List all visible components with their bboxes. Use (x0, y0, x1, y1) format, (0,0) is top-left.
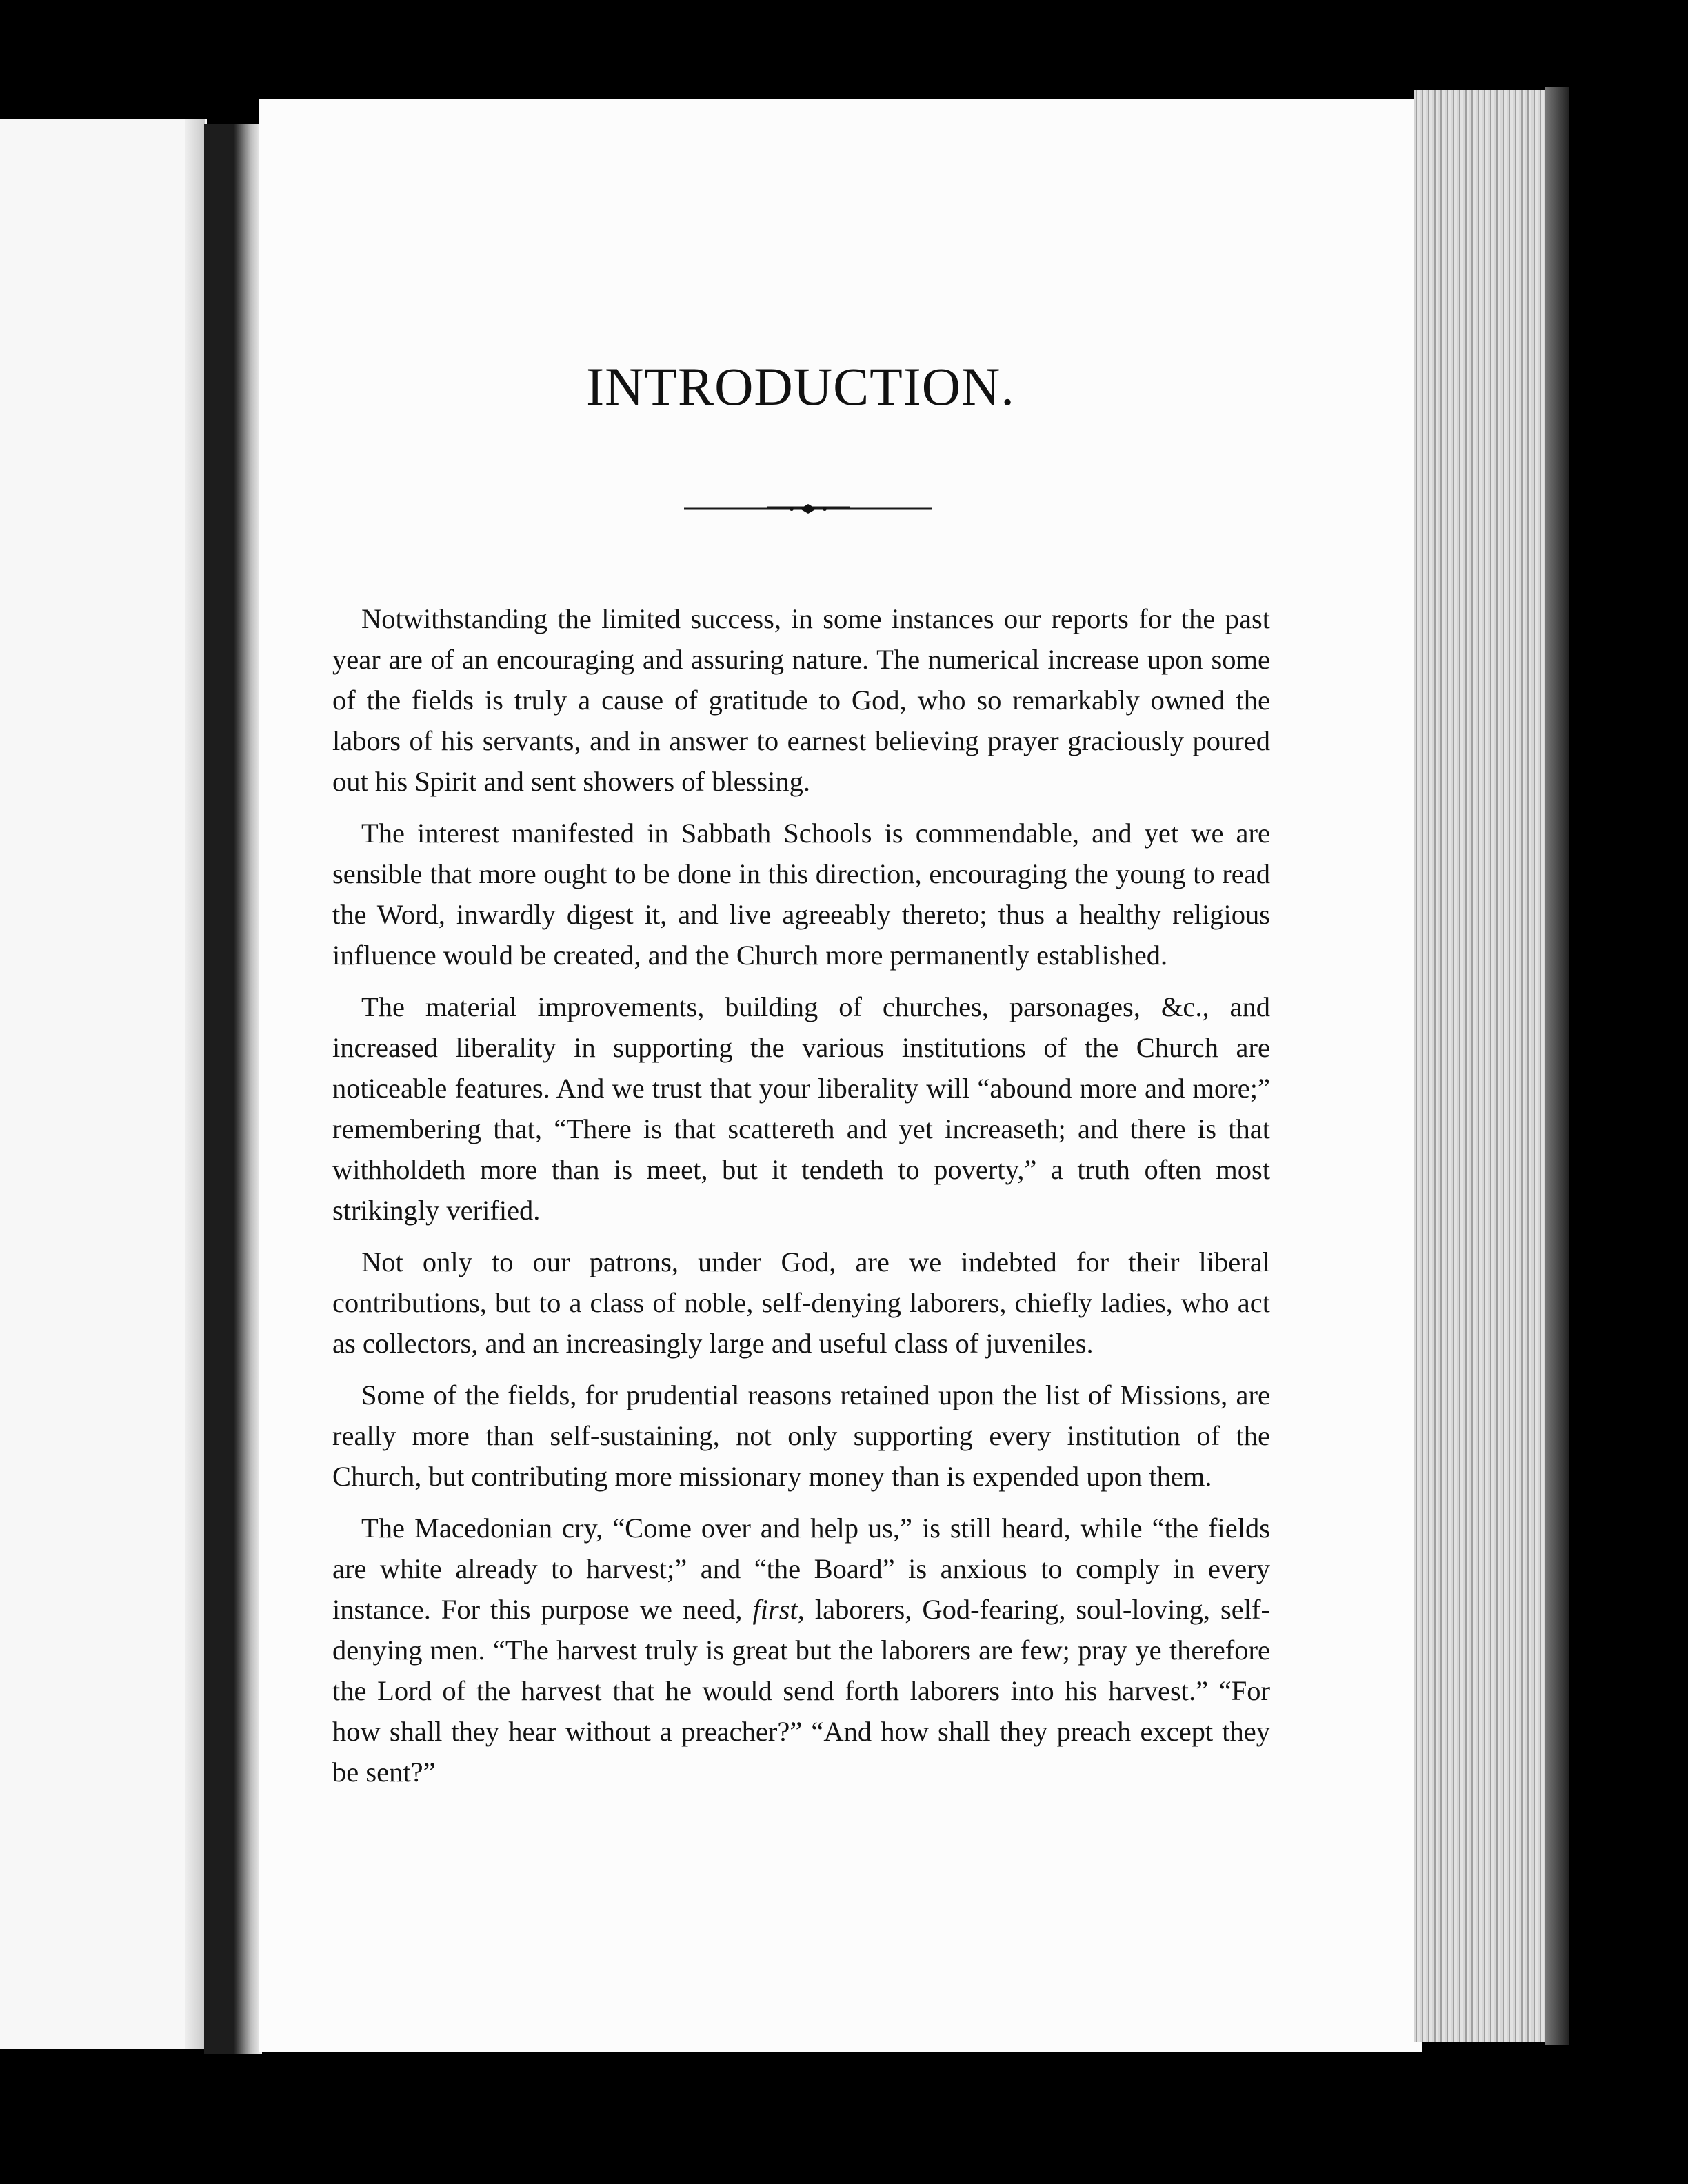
paragraph: The interest manifested in Sabbath Schools is commendable, and yet we are sensible that more ought to be done in this direction, encouraging the young to read the Word, inwardly digest it, and live agreeably thereto; thus a healthy religious influence would be created, and the Church more permanently established. (332, 818, 1270, 971)
facing-page-edge (185, 119, 205, 2049)
divider-ornament (684, 501, 932, 517)
paragraph: The material improvements, building of churches, parsonages, &c., and increased liberality in supporting the various institutions of the Church are noticeable features. And we trust that your liberality will “abound more and more;” remembering that, “There is that scattereth and yet increaseth; and there is that withholdeth more than is meet, but it tendeth to poverty,” a truth often most strikingly verified. (332, 991, 1270, 1226)
book-cover-edge (1545, 87, 1569, 2045)
facing-page (0, 119, 207, 2049)
page-stack-edge (1414, 90, 1549, 2042)
paragraph: Notwithstanding the limited success, in some instances our reports for the past year are of an encouraging and assuring nature. The numerical increase upon some of the fields is truly a cause of gratitude to God, who so remarkably owned the labors of his servants, and in answer to earnest believing prayer graciously poured out his Spirit and sent showers of blessing. (332, 603, 1270, 797)
body-text (332, 598, 1270, 1803)
emphasis-text: first (752, 1594, 798, 1625)
page-title: INTRODUCTION. (586, 356, 1015, 416)
paragraph-text: The Macedonian cry, “Come over and help us,” is still heard, while “the fields are white already to harvest;” and “the Board” is anxious to comply in every instance. For this purpose we need, (332, 1513, 1270, 1625)
book-gutter (204, 124, 234, 2054)
gutter-shadow (234, 124, 262, 2054)
paragraph: Not only to our patrons, under God, are we indebted for their liberal contributions, but to a class of noble, self-denying laborers, chiefly ladies, who act as collectors, and an increasingly large and useful class of juveniles. (332, 1246, 1270, 1359)
paragraph: Some of the fields, for prudential reasons retained upon the list of Missions, are really more than self-sustaining, not only supporting every institution of the Church, but contributing more missionary money than is expended upon them. (332, 1379, 1270, 1492)
paragraph-text: , laborers, God-fearing, soul-loving, self-denying men. “The harvest truly is great but the laborers are few; pray ye therefore the Lord of the harvest that he would send forth laborers into his harvest.” “For how shall they hear without a preacher?” “And how shall they preach except they be sent?” (332, 1594, 1270, 1788)
paragraph-last (332, 1508, 1270, 1792)
